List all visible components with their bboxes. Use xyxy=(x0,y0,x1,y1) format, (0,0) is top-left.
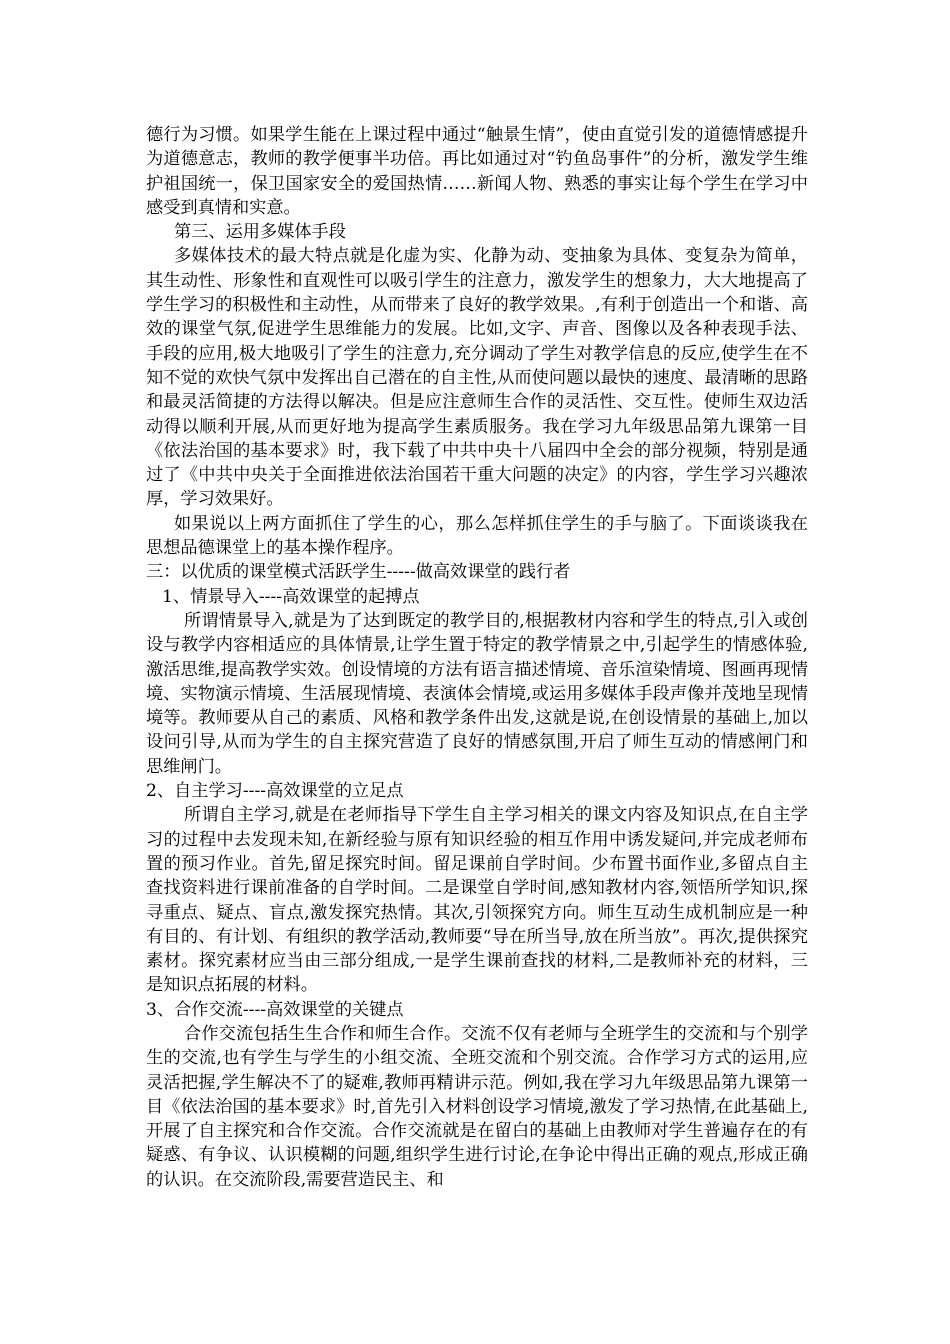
heading-section-three: 三：以优质的课堂模式活跃学生-----做高效课堂的践行者 xyxy=(146,562,571,583)
paragraph-transition: 如果说以上两方面抓住了学生的心，那么怎样抓住学生的手与脑了。下面谈谈我在思想品德课堂上的基本操作程序。 xyxy=(146,513,808,559)
paragraph-cooperation: 合作交流包括生生合作和师生合作。交流不仅有老师与全班学生的交流和与个别学生的交流,也有学生与学生的小组交流、全班交流和个别交流。合作学习方式的运用,应灵活把握,学生解决不了的疑难,教师再精讲示范。例如,我在学习九年级思品第九课第一目《依法治国的基本要求》时,首先引入材料创设学习情境,激发了学习热情,在此基础上,开展了自主探究和合作交流。合作交流就是在留白的基础上由教师对学生普遍存在的有疑惑、有争议、认识模糊的问题,组织学生进行讨论,在争论中得出正确的观点,形成正确的认识。在交流阶段,需要营造民主、和 xyxy=(146,1023,808,1190)
paragraph-multimedia: 多媒体技术的最大特点就是化虚为实、化静为动、变抽象为具体、变复杂为简单，其生动性、形象性和直观性可以吸引学生的注意力，激发学生的想象力，大大地提高了学生学习的积极性和主动性，从而带来了良好的教学效果。,有利于创造出一个和谐、高效的课堂气氛,促进学生思维能力的发展。比如,文字、声音、图像以及各种表现手法、手段的应用,极大地吸引了学生的注意力,充分调动了学生对教学信息的反应,使学生在不知不觉的欢快气氛中发挥出自己潜在的自主性,从而使问题以最快的速度、最清晰的思路和最灵活简捷的方法得以解决。但是应注意师生合作的灵活性、交互性。使师生双边活动得以顺利开展,从而更好地为提高学生素质服务。我在学习九年级思品第九课第一目《依法治国的基本要求》时，我下载了中共中央十八届四中全会的部分视频，特别是通过了《中共中央关于全面推进依法治国若干重大问题的决定》的内容，学生学习兴趣浓厚，学习效果好。 xyxy=(146,246,808,510)
document-page xyxy=(146,123,808,1192)
heading-self-study: 2、自主学习----高效课堂的立足点 xyxy=(146,781,404,802)
paragraph-self-study: 所谓自主学习,就是在老师指导下学生自主学习相关的课文内容及知识点,在自主学习的过程中去发现未知,在新经验与原有知识经验的相互作用中诱发疑问,并完成老师布置的预习作业。首先,留足探究时间。留足课前自学时间。少布置书面作业,多留点自主查找资料进行课前准备的自学时间。二是课堂自学时间,感知教材内容,领悟所学知识,探寻重点、疑点、盲点,激发探究热情。其次,引领探究方向。师生互动生成机制应是一种有目的、有计划、有组织的教学活动,教师要“导在所当导,放在所当放”。再次,提供探究素材。探究素材应当由三部分组成,一是学生课前查找的材料,二是教师补充的材料，三是知识点拓展的材料。 xyxy=(146,805,808,996)
heading-cooperation: 3、合作交流----高效课堂的关键点 xyxy=(146,999,404,1020)
paragraph-moral-habits: 德行为习惯。如果学生能在上课过程中通过“触景生情”，使由直觉引发的道德情感提升为道德意志，教师的教学便事半功倍。再比如通过对“钓鱼岛事件”的分析，激发学生维护祖国统一，保卫国家安全的爱国热情……新闻人物、熟悉的事实让每个学生在学习中感受到真情和实意。 xyxy=(146,125,808,218)
paragraph-scene-introduction: 所谓情景导入,就是为了达到既定的教学目的,根据教材内容和学生的特点,引入或创设与教学内容相适应的具体情景,让学生置于特定的教学情景之中,引起学生的情感体验,激活思维,提高教学实效。创设情境的方法有语言描述情境、音乐渲染情境、图画再现情境、实物演示情境、生活展现情境、表演体会情境,或运用多媒体手段声像并茂地呈现情境等。教师要从自己的素质、风格和教学条件出发,这就是说,在创设情景的基础上,加以设问引导,从而为学生的自主探究营造了良好的情感氛围,开启了师生互动的情感闸门和思维闸门。 xyxy=(146,610,808,777)
heading-scene-introduction: 1、情景导入----高效课堂的起搏点 xyxy=(162,586,420,607)
heading-third-multimedia: 第三、运用多媒体手段 xyxy=(174,222,346,243)
